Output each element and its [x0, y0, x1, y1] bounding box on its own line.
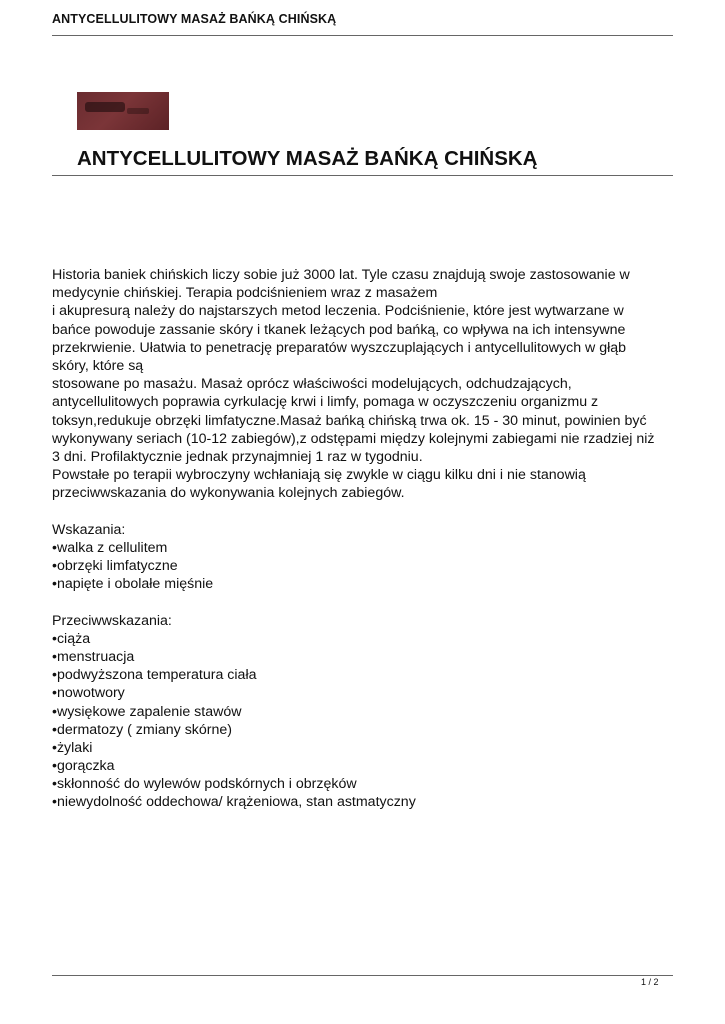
paragraph-line: wykonywany seriach (10-12 zabiegów),z odstępami między kolejnymi zabiegami nie rzadziej niż	[52, 430, 655, 447]
paragraph-line: stosowane po masażu. Masaż oprócz właściwości modelujących, odchudzających,	[52, 376, 572, 393]
paragraph-line: przeciwwskazania do wykonywania kolejnych zabiegów.	[52, 485, 405, 502]
title-divider	[52, 175, 673, 176]
list-item: •skłonność do wylewów podskórnych i obrzęków	[52, 776, 357, 793]
paragraph-line: antycellulitowych poprawia cyrkulację krwi i limfy, pomaga w oczyszczeniu organizmu z	[52, 394, 599, 411]
header-divider	[52, 35, 673, 36]
footer-divider	[52, 975, 673, 976]
thumbnail-detail	[127, 108, 149, 114]
indications-heading: Wskazania:	[52, 521, 126, 538]
contraindications-section	[52, 612, 682, 812]
contraindications-heading: Przeciwwskazania:	[52, 612, 172, 629]
thumbnail-detail	[85, 102, 125, 112]
list-item: •obrzęki limfatyczne	[52, 558, 178, 574]
article-title: ANTYCELLULITOWY MASAŻ BAŃKĄ CHIŃSKĄ	[77, 147, 538, 170]
list-item: •wysiękowe zapalenie stawów	[52, 703, 242, 720]
paragraph-line: 3 dni. Profilaktycznie jednak przynajmniej 1 raz w tygodniu.	[52, 448, 423, 465]
paragraph-line: i akupresurą należy do najstarszych metod leczenia. Podciśnienie, które jest wytwarzane w	[52, 303, 624, 320]
article-paragraph	[52, 266, 682, 502]
article-body	[52, 266, 682, 812]
list-item: •podwyższona temperatura ciała	[52, 667, 257, 684]
paragraph-line: skóry, które są	[52, 357, 144, 374]
paragraph-line: toksyn,redukuje obrzęki limfatyczne.Masaż bańką chińską trwa ok. 15 - 30 minut, powinien być	[52, 412, 647, 429]
list-item: •ciąża	[52, 630, 91, 647]
paragraph-line: przekrwienie. Ułatwia to penetrację preparatów wyszczuplających i antycellulitowych w głąb	[52, 339, 627, 356]
page-number: 1 / 2	[641, 977, 659, 987]
list-item: •nowotwory	[52, 685, 125, 702]
paragraph-line: Powstałe po terapii wybroczyny wchłaniają się zwykle w ciągu kilku dni i nie stanowią	[52, 467, 586, 484]
document-header-title: ANTYCELLULITOWY MASAŻ BAŃKĄ CHIŃSKĄ	[52, 12, 337, 26]
list-item: •niewydolność oddechowa/ krążeniowa, stan astmatyczny	[52, 794, 416, 811]
indications-section	[52, 521, 682, 594]
spacer	[52, 593, 682, 611]
paragraph-line: bańce powoduje zassanie skóry i tkanek leżących pod bańką, co wpływa na ich intensywne	[52, 321, 626, 338]
list-item: •menstruacja	[52, 648, 135, 665]
paragraph-line: medycynie chińskiej. Terapia podciśnieniem wraz z masażem	[52, 285, 438, 302]
paragraph-line: Historia baniek chińskich liczy sobie już 3000 lat. Tyle czasu znajdują swoje zastosowanie w	[52, 267, 630, 283]
article-thumbnail-image	[77, 92, 169, 130]
list-item: •walka z cellulitem	[52, 539, 168, 556]
list-item: •żylaki	[52, 739, 93, 756]
list-item: •napięte i obolałe mięśnie	[52, 576, 214, 593]
list-item: •dermatozy ( zmiany skórne)	[52, 721, 232, 738]
spacer	[52, 502, 682, 520]
list-item: •gorączka	[52, 758, 115, 775]
